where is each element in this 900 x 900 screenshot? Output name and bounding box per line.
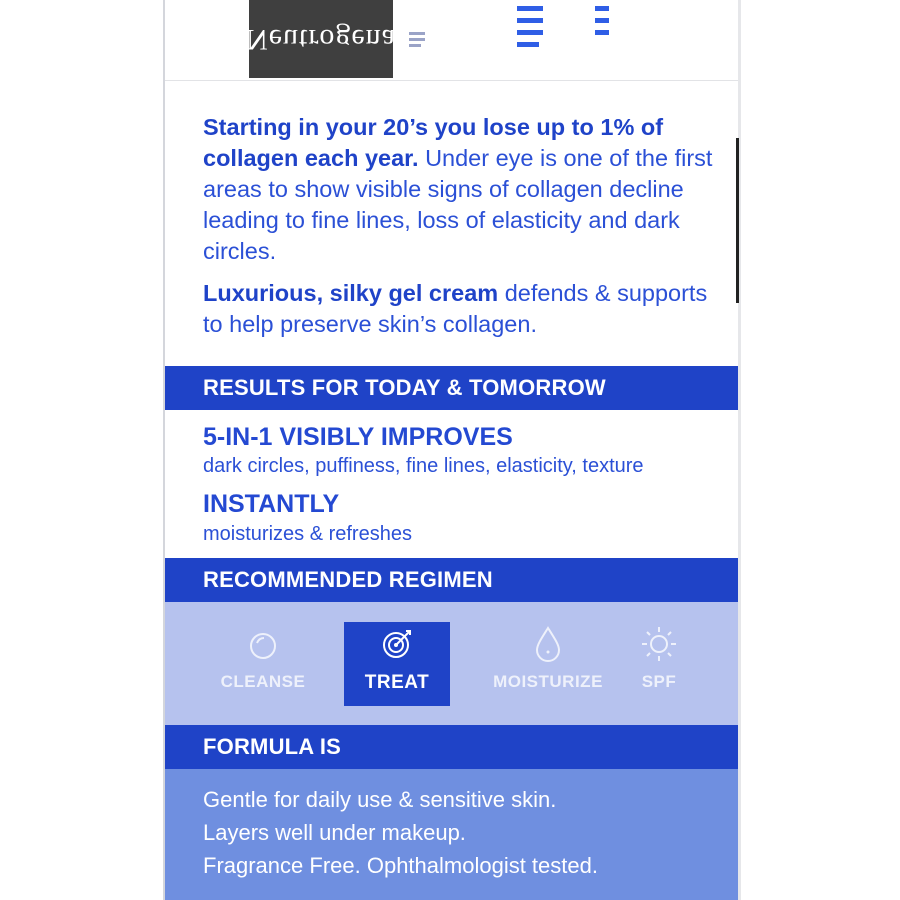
fine-print-text	[409, 0, 425, 78]
regimen-step-treat	[344, 622, 450, 706]
intro-paragraph	[203, 112, 723, 267]
regimen-step-label: MOISTURIZE	[493, 672, 603, 691]
formula-section	[165, 769, 738, 900]
formula-heading-band: FORMULA IS	[165, 725, 738, 769]
claim-instantly-subtext: moisturizes & refreshes	[203, 523, 412, 545]
regimen-steps	[165, 602, 738, 725]
regimen-step-cleanse	[210, 622, 316, 706]
regimen-step-spf	[609, 622, 709, 706]
regimen-heading-band: RECOMMENDED REGIMEN	[165, 558, 738, 602]
gel-cream-bold: Luxurious, silky gel cream	[203, 280, 499, 306]
regimen-step-label: SPF	[641, 672, 677, 691]
regimen-step-moisturize	[493, 622, 603, 706]
formula-line-makeup: Layers well under makeup.	[203, 820, 466, 845]
claim-5in1-subtext: dark circles, puffiness, fine lines, elasticity, texture	[203, 455, 644, 477]
formula-line-fragrance-free: Fragrance Free. Ophthalmologist tested.	[203, 853, 598, 878]
claim-5in1-title: 5-IN-1 VISIBLY IMPROVES	[203, 423, 513, 451]
brand-logo: Neutrogena	[246, 23, 396, 56]
intro-bold-statement: Starting in your 20’s you lose up to 1% of collagen each year.	[203, 114, 664, 171]
regimen-step-label: TREAT	[364, 672, 430, 693]
product-subtitle-rotated	[595, 0, 609, 84]
results-heading-band: RESULTS FOR TODAY & TOMORROW	[165, 366, 738, 410]
gel-cream-body: defends & supports to help preserve skin’s collagen.	[203, 280, 708, 337]
regimen-step-label: CLEANSE	[220, 672, 306, 691]
product-name-rotated	[517, 0, 543, 84]
target-icon	[344, 622, 450, 666]
droplet-icon	[493, 622, 603, 666]
brand-logo-block	[246, 0, 396, 78]
cleanse-bubble-icon	[210, 622, 316, 666]
box-edge-shadow	[736, 138, 739, 303]
product-box-side-panel	[163, 0, 738, 900]
intro-body-text: Under eye is one of the first areas to show visible signs of collagen decline leading to fine lines, loss of elasticity and dark circles.	[203, 145, 713, 264]
sun-icon	[609, 622, 709, 666]
gel-cream-paragraph	[203, 278, 723, 340]
box-top-strip	[165, 0, 738, 81]
formula-line-gentle: Gentle for daily use & sensitive skin.	[203, 787, 557, 812]
claim-instantly-title: INSTANTLY	[203, 490, 340, 518]
formula-lines	[203, 783, 598, 882]
